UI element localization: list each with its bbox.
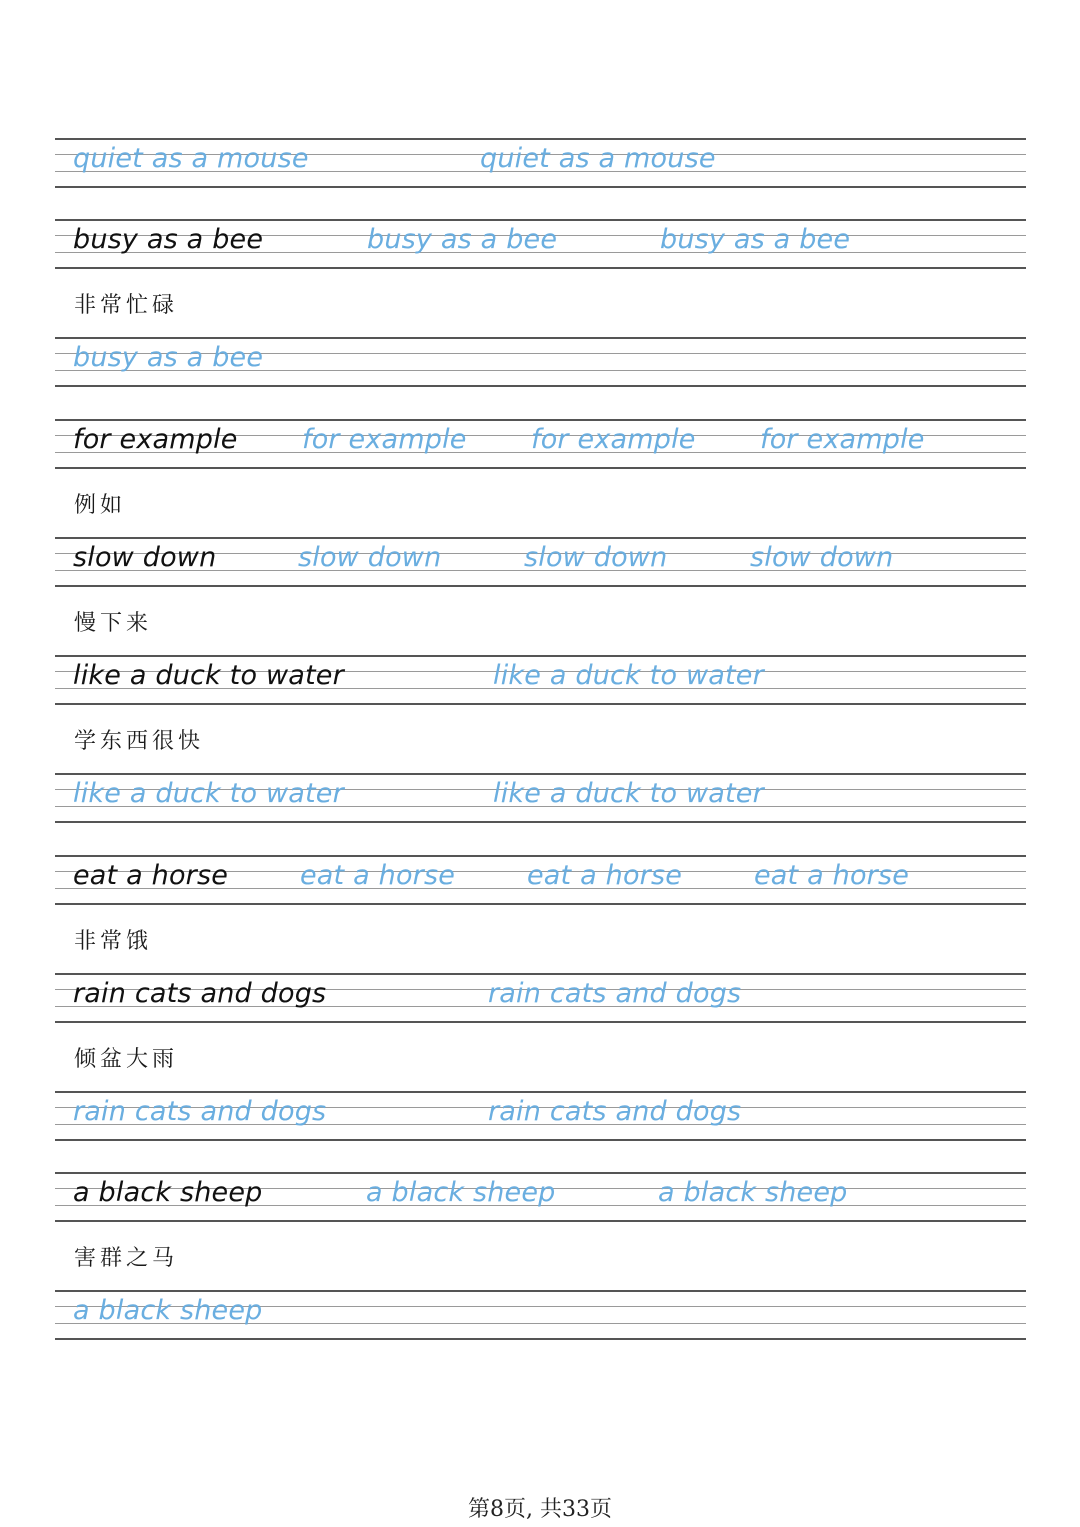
ruling-line bbox=[55, 703, 1026, 705]
trace-phrase: a black sheep bbox=[366, 1177, 556, 1208]
ruling-line bbox=[55, 337, 1026, 339]
ruling-line bbox=[55, 1290, 1026, 1292]
chinese-meaning: 非常忙碌 bbox=[74, 293, 179, 318]
ruling-line bbox=[55, 385, 1026, 387]
writing-row bbox=[55, 537, 1026, 587]
writing-row bbox=[55, 419, 1026, 469]
writing-row bbox=[55, 1172, 1026, 1222]
trace-phrase: for example bbox=[760, 424, 925, 455]
trace-phrase: rain cats and dogs bbox=[488, 978, 742, 1009]
writing-row bbox=[55, 1290, 1026, 1340]
writing-row bbox=[55, 973, 1026, 1023]
ruling-line bbox=[55, 1172, 1026, 1174]
writing-row bbox=[55, 138, 1026, 188]
ruling-line bbox=[55, 186, 1026, 188]
ruling-line bbox=[55, 1021, 1026, 1023]
trace-phrase: quiet as a mouse bbox=[480, 143, 716, 174]
writing-row bbox=[55, 855, 1026, 905]
trace-phrase: eat a horse bbox=[527, 860, 683, 891]
trace-phrase: a black sheep bbox=[658, 1177, 848, 1208]
chinese-meaning: 例如 bbox=[74, 493, 127, 518]
trace-phrase: slow down bbox=[298, 542, 442, 573]
ruling-line bbox=[55, 1139, 1026, 1141]
trace-phrase: for example bbox=[302, 424, 467, 455]
ruling-line bbox=[55, 138, 1026, 140]
trace-phrase: quiet as a mouse bbox=[73, 143, 309, 174]
writing-row bbox=[55, 1091, 1026, 1141]
ruling-line bbox=[55, 903, 1026, 905]
trace-phrase: like a duck to water bbox=[493, 660, 764, 691]
page-number-label: 第8页, 共33页 bbox=[468, 1497, 612, 1522]
trace-phrase: slow down bbox=[524, 542, 668, 573]
model-phrase: rain cats and dogs bbox=[73, 978, 327, 1009]
ruling-line bbox=[55, 267, 1026, 269]
trace-phrase: like a duck to water bbox=[493, 778, 764, 809]
ruling-line bbox=[55, 855, 1026, 857]
ruling-line bbox=[55, 537, 1026, 539]
ruling-line bbox=[55, 773, 1026, 775]
ruling-line bbox=[55, 973, 1026, 975]
ruling-line bbox=[55, 467, 1026, 469]
trace-phrase: eat a horse bbox=[754, 860, 910, 891]
trace-phrase: a black sheep bbox=[73, 1295, 263, 1326]
ruling-line bbox=[55, 1338, 1026, 1340]
page-footer bbox=[0, 1492, 1080, 1523]
writing-row bbox=[55, 219, 1026, 269]
trace-phrase: rain cats and dogs bbox=[73, 1096, 327, 1127]
model-phrase: like a duck to water bbox=[73, 660, 344, 691]
trace-phrase: busy as a bee bbox=[73, 342, 264, 373]
writing-row bbox=[55, 337, 1026, 387]
chinese-meaning: 倾盆大雨 bbox=[74, 1047, 179, 1072]
ruling-line bbox=[55, 585, 1026, 587]
trace-phrase: busy as a bee bbox=[367, 224, 558, 255]
trace-phrase: eat a horse bbox=[300, 860, 456, 891]
model-phrase: for example bbox=[73, 424, 238, 455]
ruling-line bbox=[55, 1220, 1026, 1222]
ruling-line bbox=[55, 1091, 1026, 1093]
ruling-line bbox=[55, 655, 1026, 657]
ruling-line bbox=[55, 821, 1026, 823]
trace-phrase: rain cats and dogs bbox=[488, 1096, 742, 1127]
chinese-meaning: 慢下来 bbox=[74, 611, 153, 636]
model-phrase: a black sheep bbox=[73, 1177, 263, 1208]
writing-row bbox=[55, 655, 1026, 705]
trace-phrase: busy as a bee bbox=[660, 224, 851, 255]
ruling-line bbox=[55, 419, 1026, 421]
chinese-meaning: 非常饿 bbox=[74, 929, 153, 954]
ruling-line bbox=[55, 219, 1026, 221]
writing-row bbox=[55, 773, 1026, 823]
model-phrase: busy as a bee bbox=[73, 224, 264, 255]
model-phrase: slow down bbox=[73, 542, 217, 573]
trace-phrase: like a duck to water bbox=[73, 778, 344, 809]
chinese-meaning: 学东西很快 bbox=[74, 729, 205, 754]
chinese-meaning: 害群之马 bbox=[74, 1246, 179, 1271]
trace-phrase: slow down bbox=[750, 542, 894, 573]
model-phrase: eat a horse bbox=[73, 860, 229, 891]
trace-phrase: for example bbox=[531, 424, 696, 455]
